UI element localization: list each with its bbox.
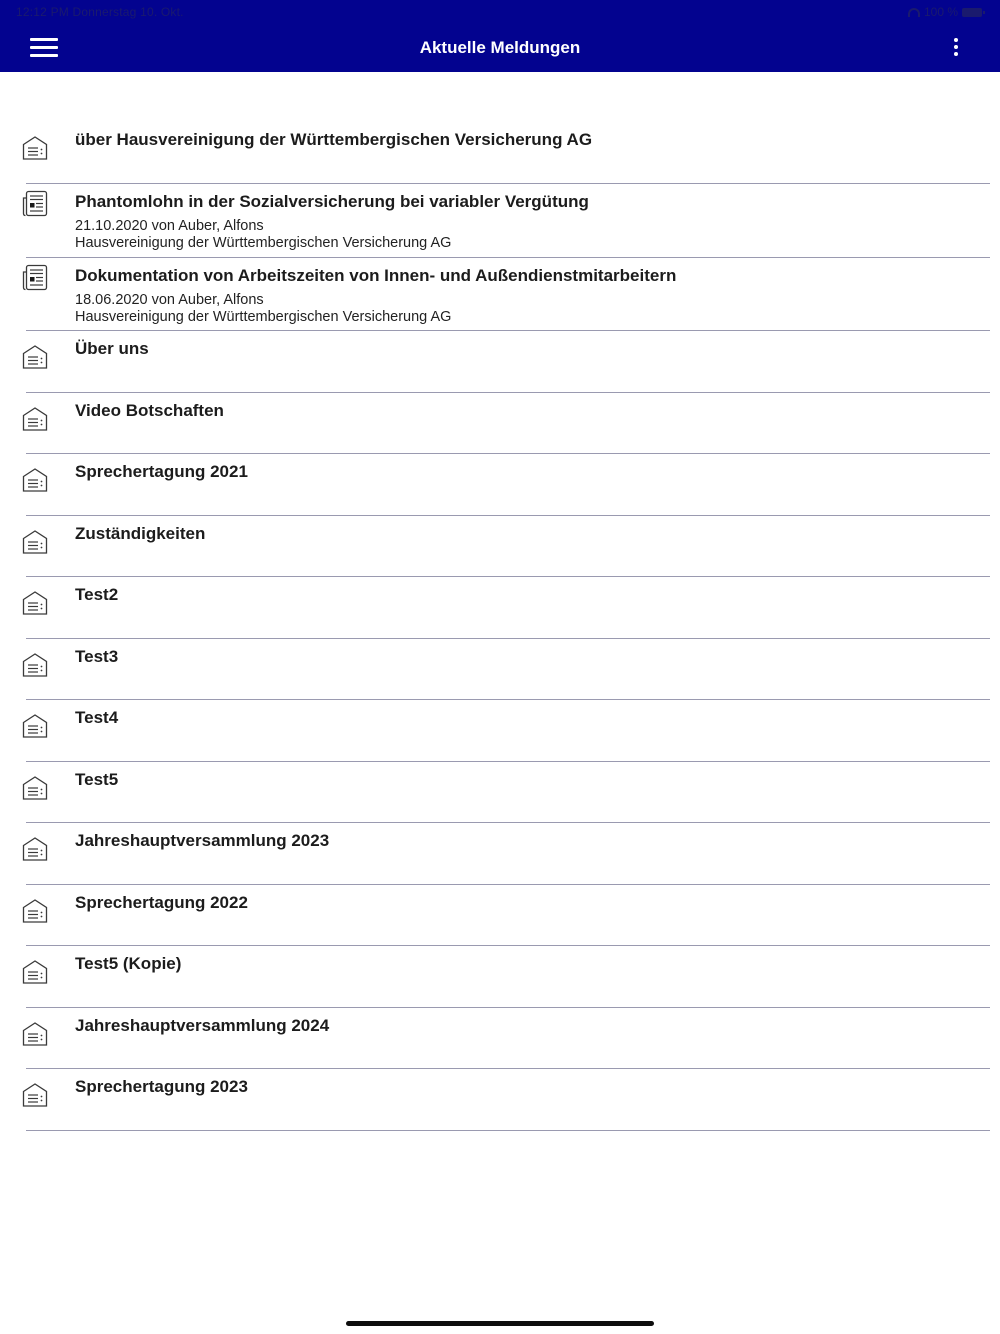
status-time-date: 12:12 PM Donnerstag 10. Okt. [16, 5, 184, 19]
battery-percent: 100 % [923, 5, 958, 19]
item-title: Phantomlohn in der Sozialversicherung bei variabler Vergütung [75, 192, 589, 211]
list-item[interactable] [0, 1008, 1000, 1070]
item-title: Test5 [75, 769, 119, 789]
item-title: Über uns [75, 339, 149, 358]
item-title: Video Botschaften [75, 400, 224, 420]
home-document-icon [22, 1081, 48, 1109]
home-document-icon [22, 466, 48, 494]
list-item[interactable] [0, 393, 1000, 455]
home-document-icon [22, 712, 48, 740]
separator [26, 1130, 990, 1131]
list-item[interactable] [0, 577, 1000, 639]
home-document-icon [22, 134, 48, 162]
home-document-icon [22, 897, 48, 925]
item-title: Sprechertagung 2023 [75, 1077, 248, 1096]
hamburger-menu-icon[interactable] [22, 32, 66, 62]
list-item[interactable] [0, 639, 1000, 701]
item-title: Jahreshauptversammlung 2023 [75, 831, 330, 850]
list-item[interactable] [0, 331, 1000, 393]
page-title: Aktuelle Meldungen [419, 38, 581, 57]
item-title: Dokumentation von Arbeitszeiten von Innen- und Außendienstmitarbeitern [75, 265, 677, 285]
item-meta: 21.10.2020 von Auber, Alfons [75, 218, 264, 234]
home-indicator[interactable] [346, 1321, 654, 1326]
item-title: Zuständigkeiten [75, 523, 206, 543]
home-document-icon [22, 774, 48, 802]
list-item[interactable] [0, 516, 1000, 578]
list-item[interactable] [0, 258, 1000, 332]
item-title: Test3 [75, 646, 119, 666]
home-document-icon [22, 343, 48, 371]
list-item[interactable] [0, 946, 1000, 1008]
battery-icon [962, 8, 982, 17]
list-item[interactable] [0, 885, 1000, 947]
home-document-icon [22, 405, 48, 433]
home-document-icon [22, 589, 48, 617]
wifi-icon [908, 8, 920, 17]
home-document-icon [22, 528, 48, 556]
list-item[interactable] [0, 122, 1000, 184]
home-document-icon [22, 651, 48, 679]
app-header [0, 0, 1000, 72]
article-document-icon [22, 264, 48, 292]
item-title: Test4 [75, 708, 119, 727]
item-title: Test5 (Kopie) [75, 954, 182, 973]
item-title: Jahreshauptversammlung 2024 [75, 1015, 330, 1035]
item-meta: 18.06.2020 von Auber, Alfons [75, 291, 264, 308]
item-title: über Hausvereinigung der Württembergischen Versicherung AG [75, 130, 593, 149]
list-item[interactable] [0, 700, 1000, 762]
item-title: Sprechertagung 2021 [75, 462, 248, 481]
item-organization: Hausvereinigung der Württembergischen Versicherung AG [75, 308, 452, 325]
home-document-icon [22, 835, 48, 863]
home-document-icon [22, 958, 48, 986]
list-item[interactable] [0, 184, 1000, 258]
item-title: Test2 [75, 585, 119, 604]
news-list [0, 122, 1000, 1131]
article-document-icon [22, 190, 48, 218]
list-item[interactable] [0, 823, 1000, 885]
list-item[interactable] [0, 1069, 1000, 1131]
list-item[interactable] [0, 454, 1000, 516]
vertical-dots-icon[interactable] [940, 32, 972, 62]
home-document-icon [22, 1020, 48, 1048]
status-indicators [908, 5, 982, 19]
item-organization: Hausvereinigung der Württembergischen Versicherung AG [75, 235, 452, 251]
item-title: Sprechertagung 2022 [75, 892, 248, 912]
list-item[interactable] [0, 762, 1000, 824]
